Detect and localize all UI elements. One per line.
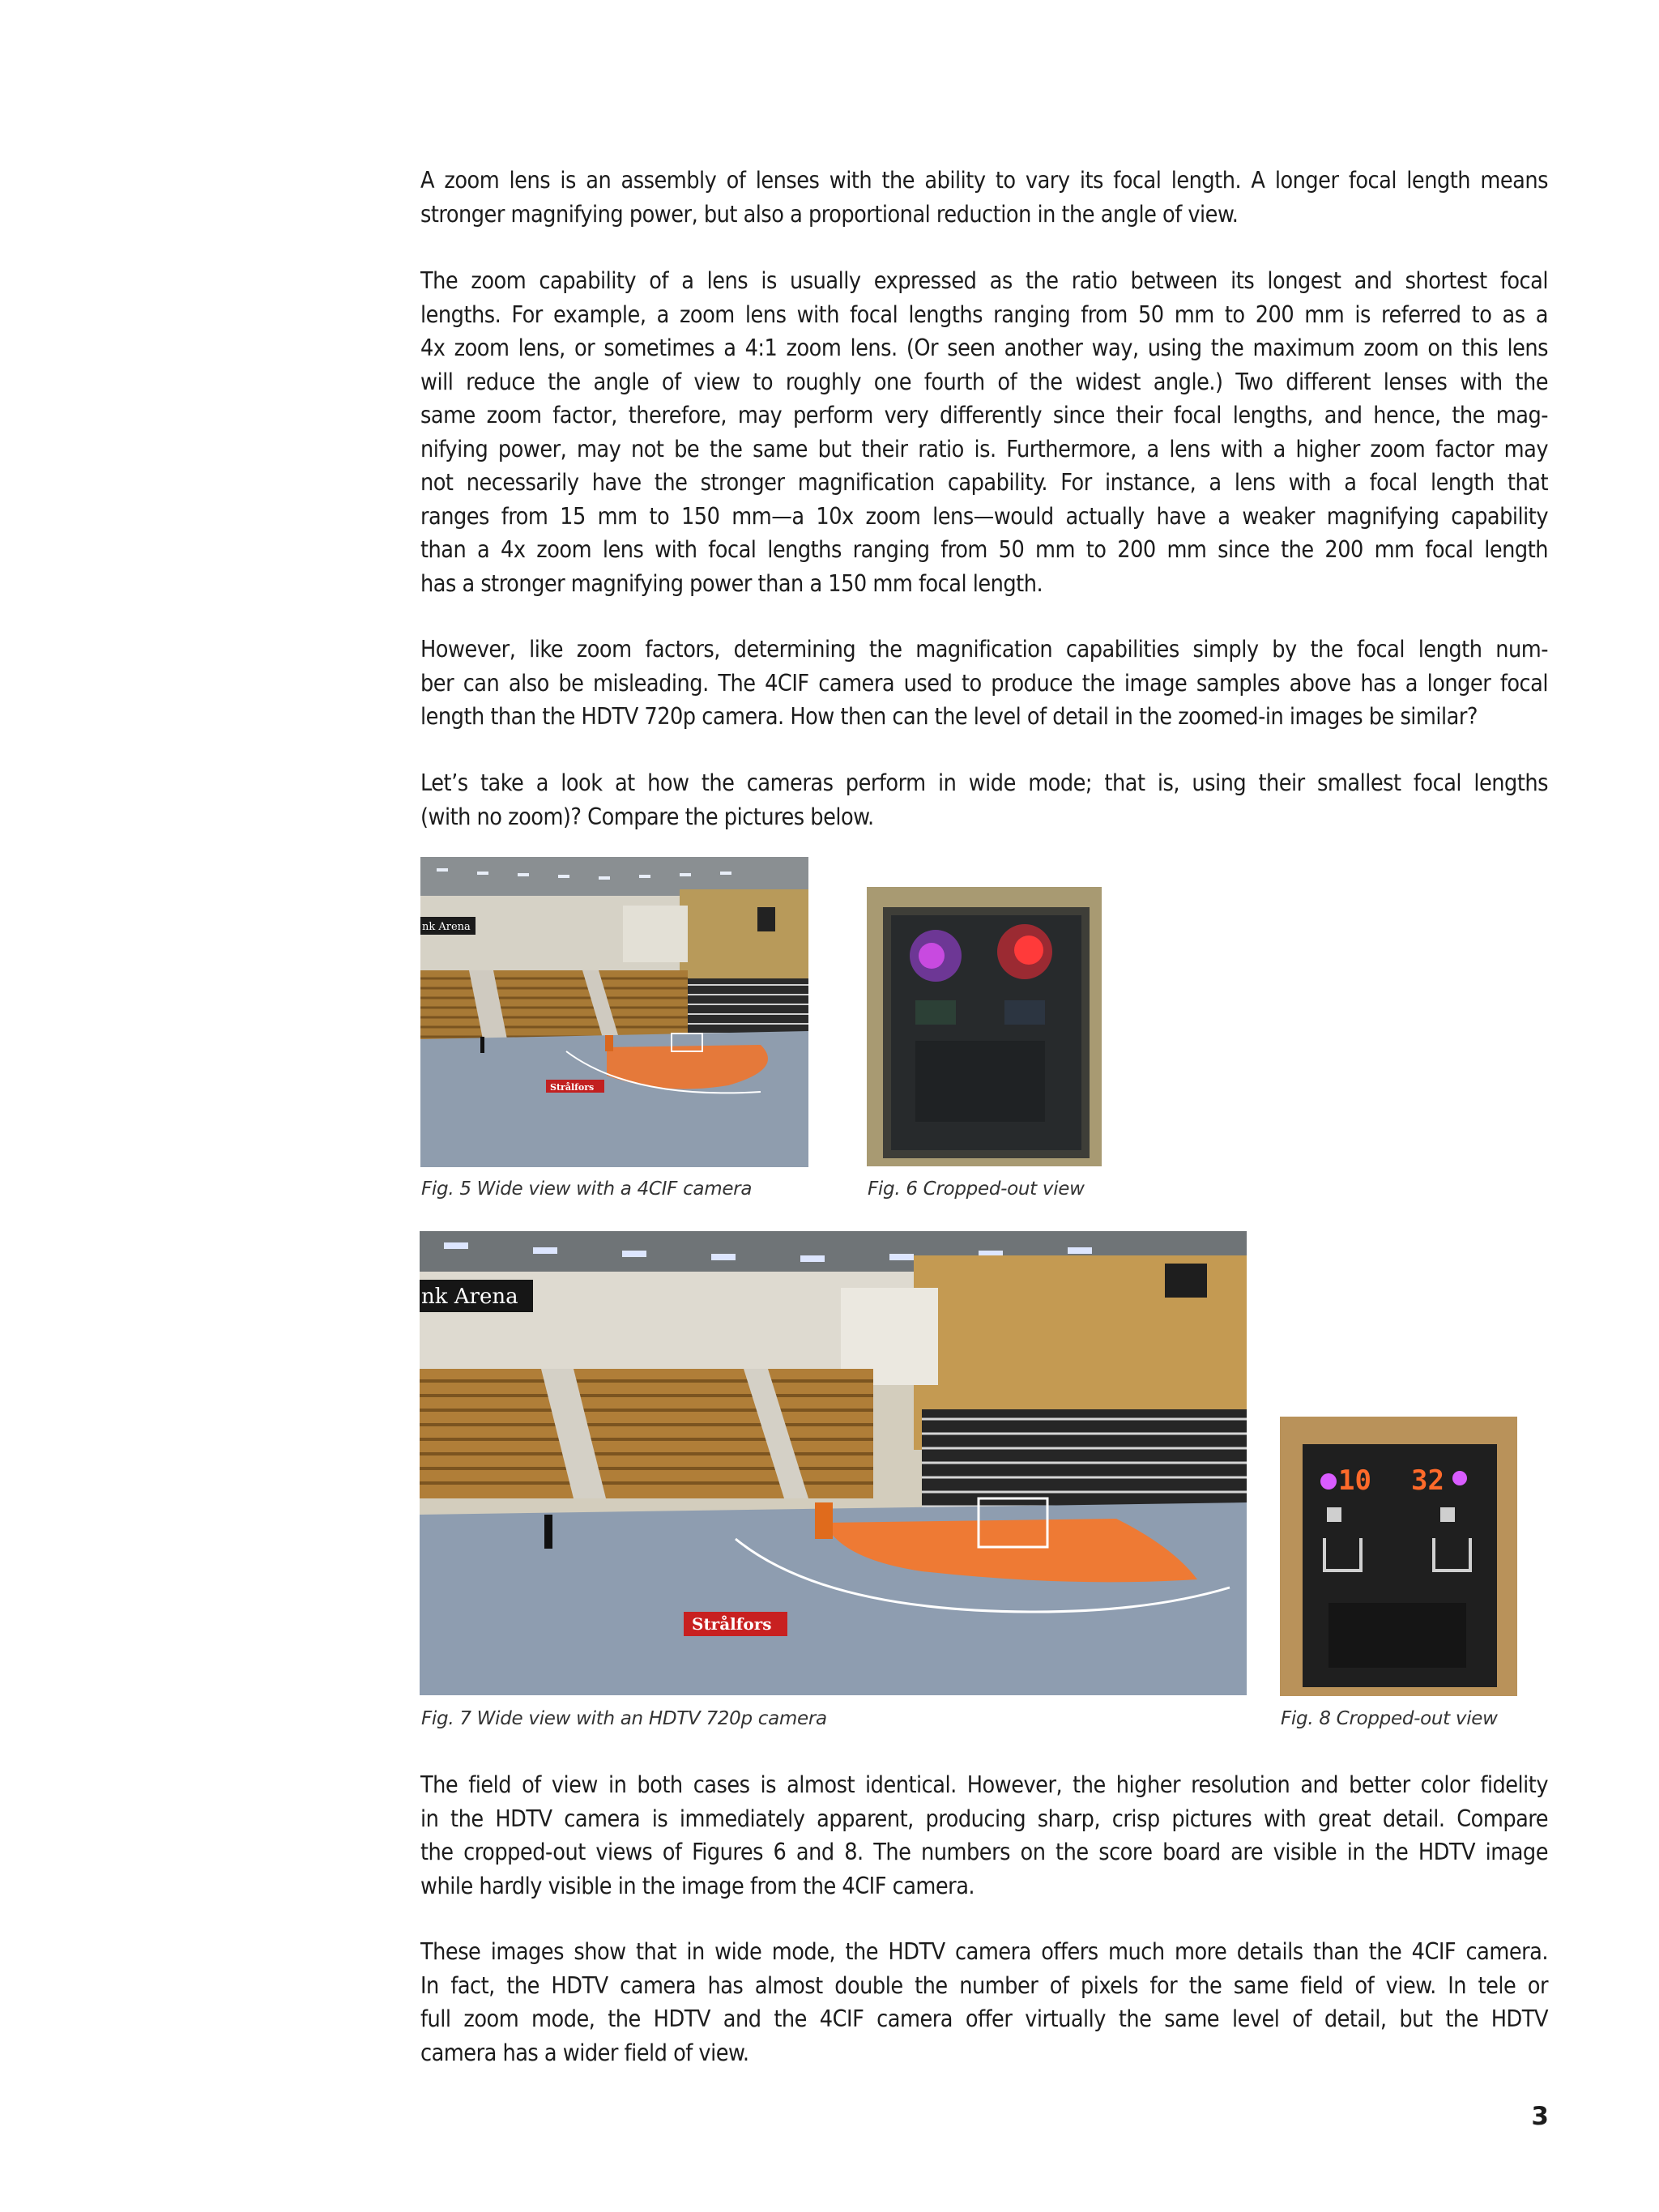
- score-right: 32: [1411, 1464, 1444, 1497]
- text-line: In fact, the HDTV camera has almost double the number of pixels for the same field of view. In tele or: [420, 1971, 1548, 1999]
- figure-6-caption: Fig. 6 Cropped-out view: [868, 1178, 1085, 1200]
- text-line: lengths. For example, a zoom lens with focal lengths ranging from 50 mm to 200 mm is referred to as a: [420, 300, 1548, 328]
- floor-logo-text: Strålfors: [550, 1082, 595, 1093]
- figure-7-caption: Fig. 7 Wide view with an HDTV 720p camera: [421, 1708, 827, 1729]
- text-line: A zoom lens is an assembly of lenses with the ability to vary its focal length. A longer focal length means: [420, 167, 1548, 194]
- figure-7-hdtv-wide-view: [420, 1231, 1247, 1695]
- arena-banner-text: nk Arena: [421, 1285, 518, 1309]
- figure-8-cropped-view: [1280, 1417, 1517, 1696]
- text-line: Let’s take a look at how the cameras perform in wide mode; that is, using their smallest focal lengths: [420, 769, 1548, 796]
- floor-logo-text: Strålfors: [692, 1614, 772, 1634]
- paragraph-conclusion: [420, 1935, 1548, 2069]
- figure-5-caption: Fig. 5 Wide view with a 4CIF camera: [421, 1178, 753, 1200]
- paragraph-zoom-lens-intro: [420, 164, 1548, 231]
- scoreboard-crop-4cif: [867, 887, 1102, 1166]
- text-line: the cropped-out views of Figures 6 and 8. The numbers on the score board are visible in the HDTV image: [420, 1839, 1548, 1865]
- figure-6-cropped-view: [867, 887, 1102, 1166]
- arena-photo-hdtv: [420, 1231, 1247, 1695]
- text-line: The zoom capability of a lens is usually expressed as the ratio between its longest and shortest focal: [420, 267, 1548, 294]
- text-line: These images show that in wide mode, the HDTV camera offers much more details than the 4CIF camera.: [420, 1938, 1548, 1965]
- page-number: 3: [1531, 2102, 1549, 2131]
- text-line: nifying power, may not be the same but their ratio is. Furthermore, a lens with a higher zoom factor may: [420, 435, 1548, 462]
- text-line: length than the HDTV 720p camera. How then can the level of detail in the zoomed-in images be similar?: [420, 703, 1478, 730]
- score-left: 10: [1338, 1464, 1371, 1497]
- text-line: (with no zoom)? Compare the pictures below.: [420, 803, 874, 830]
- text-line: 4x zoom lens, or sometimes a 4:1 zoom lens. (Or seen another way, using the maximum zoom on this lens: [420, 335, 1548, 361]
- text-line: than a 4x zoom lens with focal lengths ranging from 50 mm to 200 mm since the 200 mm focal length: [420, 536, 1548, 563]
- text-line: ber can also be misleading. The 4CIF camera used to produce the image samples above has a longer focal: [420, 669, 1548, 697]
- text-line: camera has a wider field of view.: [420, 2039, 749, 2066]
- text-line: while hardly visible in the image from the 4CIF camera.: [420, 1872, 975, 1899]
- text-line: will reduce the angle of view to roughly one fourth of the widest angle.) Two different lenses with the: [420, 368, 1548, 395]
- text-line: The field of view in both cases is almost identical. However, the higher resolution and better color fidelity: [420, 1771, 1548, 1798]
- arena-photo-4cif: [420, 857, 808, 1167]
- text-line: stronger magnifying power, but also a proportional reduction in the angle of view.: [420, 200, 1239, 228]
- paragraph-wide-mode: [420, 766, 1548, 833]
- text-line: ranges from 15 mm to 150 mm—a 10x zoom lens—would actually have a weaker magnifying capability: [420, 502, 1548, 530]
- paragraph-misleading-focal-length: [420, 633, 1548, 734]
- scoreboard-crop-hdtv: [1280, 1417, 1517, 1696]
- text-line: not necessarily have the stronger magnification capability. For instance, a lens with a focal length that: [420, 469, 1548, 496]
- text-line: in the HDTV camera is immediately apparent, producing sharp, crisp pictures with great detail. Compare: [420, 1805, 1548, 1832]
- text-line: same zoom factor, therefore, may perform very differently since their focal lengths, and hence, the mag-: [420, 402, 1548, 428]
- figure-8-caption: Fig. 8 Cropped-out view: [1281, 1708, 1498, 1729]
- paragraph-field-of-view: [420, 1768, 1548, 1903]
- text-line: has a stronger magnifying power than a 150 mm focal length.: [420, 569, 1043, 597]
- text-line: However, like zoom factors, determining the magnification capabilities simply by the focal length num-: [420, 636, 1548, 663]
- arena-banner-text: nk Arena: [422, 921, 471, 933]
- paragraph-zoom-capability: [420, 264, 1548, 600]
- text-line: full zoom mode, the HDTV and the 4CIF camera offer virtually the same level of detail, but the HDTV: [420, 2005, 1548, 2032]
- figure-5-4cif-wide-view: [420, 857, 808, 1167]
